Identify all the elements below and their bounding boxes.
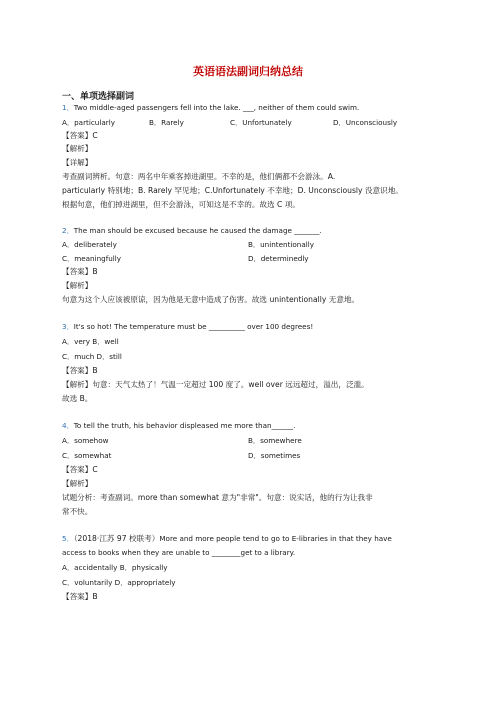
answer-line: 【答案】B <box>62 366 98 375</box>
answer-line: 【答案】C <box>62 465 98 474</box>
option-d: D．sometimes <box>248 451 301 460</box>
option-row: C．much D．still <box>62 352 122 361</box>
option-b: B．Rarely <box>149 118 184 127</box>
explanation-line: 【解析】句意：天气太热了！气温一定超过 100 度了。well over 远远超过，溢出，泛滥。 <box>62 380 369 389</box>
question-number: 4． <box>62 421 74 430</box>
explanation-line: 根据句意，他们掉进湖里，但不会游泳，可知这是不幸的。故选 C 项。 <box>62 200 300 209</box>
option-c: C．somewhat <box>62 451 112 460</box>
option-row: A．very B．well <box>62 337 119 346</box>
analysis-label: 【解析】 <box>62 281 93 290</box>
explanation-line: 故选 B。 <box>62 394 93 403</box>
question-stem: It's so hot! The temperature must be __________ over 100 degrees! <box>73 322 314 331</box>
question-3 <box>62 322 313 331</box>
option-c: C．Unfortunately <box>230 118 292 127</box>
question-source: （2018·江苏 97 校联考） <box>73 534 160 543</box>
option-c: C．meaningfully <box>62 254 122 263</box>
option-a: A．somehow <box>62 436 109 445</box>
question-number: 2． <box>62 226 74 235</box>
question-stem-continued: access to books when they are unable to ________get to a library. <box>62 548 296 557</box>
question-stem: Two middle-aged passengers fell into the lake. ___, neither of them could swim. <box>73 103 360 112</box>
option-a: A．deliberately <box>62 240 117 249</box>
question-4 <box>62 421 295 430</box>
option-b: B．unintentionally <box>248 240 314 249</box>
analysis-label: 【解析】 <box>62 144 93 153</box>
question-1 <box>62 103 359 112</box>
option-row: A．accidentally B．physically <box>62 563 168 572</box>
question-number: 1． <box>62 103 74 112</box>
section-heading: 一、单项选择副词 <box>62 92 135 102</box>
explanation-line: 常不快。 <box>62 507 93 516</box>
page-title: 英语语法副词归纳总结 <box>193 65 303 78</box>
option-a: A．particularly <box>62 118 115 127</box>
option-d: D．Unconsciously <box>333 118 398 127</box>
explanation-line: 考查副词辨析。句意：两名中年乘客掉进湖里。不幸的是，他们俩都不会游泳。A. <box>62 172 336 181</box>
question-stem: To tell the truth, his behavior displeased me more than______. <box>73 421 296 430</box>
question-stem: The man should be excused because he caused the damage _______. <box>73 226 322 235</box>
detail-label: 【详解】 <box>62 158 93 167</box>
question-stem: More and more people tend to go to E-libraries in that they have <box>159 534 392 543</box>
explanation-line: 句意为这个人应该被原谅，因为他是无意中造成了伤害。故选 unintentionally 无意地。 <box>62 295 360 304</box>
explanation-line: 试题分析：考查副词。more than somewhat 意为"非常"。句意：说实话，他的行为让我非 <box>62 493 373 502</box>
answer-line: 【答案】B <box>62 267 98 276</box>
question-number: 5． <box>62 534 74 543</box>
explanation-line: particularly 特别地；B. Rarely 罕见地；C.Unfortunately 不幸地；D. Unconsciously 没意识地。 <box>62 186 403 195</box>
question-2 <box>62 226 322 235</box>
option-row: C．voluntarily D．appropriately <box>62 578 176 587</box>
question-5 <box>62 534 392 543</box>
answer-line: 【答案】C <box>62 131 98 140</box>
option-b: B．somewhere <box>248 436 302 445</box>
question-number: 3． <box>62 322 74 331</box>
option-d: D．determinedly <box>248 254 309 263</box>
analysis-label: 【解析】 <box>62 479 93 488</box>
answer-line: 【答案】B <box>62 592 98 601</box>
